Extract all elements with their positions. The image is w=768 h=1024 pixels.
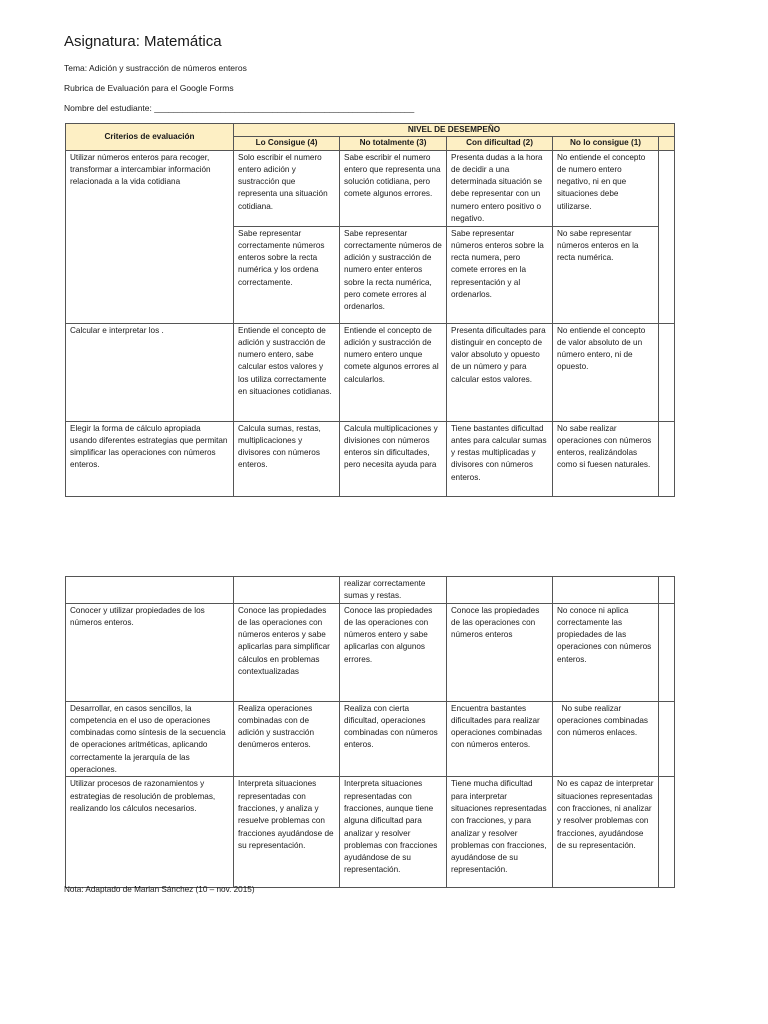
rubric-cell: Entiende el concepto de adición y sustracción de numero entero, sabe calcular estos valores y los utiliza correctamente en situaciones cotidianas.	[234, 323, 340, 421]
rubric-cell: Sabe representar números enteros sobre la recta numera, pero comete errores en la representación y al ordenarlos.	[447, 226, 553, 323]
table-row	[66, 603, 675, 701]
table-row	[66, 421, 675, 496]
rubric-cell: Sabe representar correctamente números de adición y sustracción de numero enter enteros sobre la recta numérica, pero comete errores al ordenarlos.	[340, 226, 447, 323]
level-header-4: Lo Consigue (4)	[234, 137, 340, 150]
rubric-table-part-2	[65, 576, 675, 888]
level-header: NIVEL DE DESEMPEÑO	[234, 124, 675, 137]
rubric-cell: Sabe escribir el numero entero que representa una solución cotidiana, pero comete algunos errores.	[340, 150, 447, 226]
rubric-table-part-1	[65, 123, 675, 497]
rubric-cell: Calcula sumas, restas, multiplicaciones y divisores con números enteros.	[234, 421, 340, 496]
extra-cell	[659, 577, 675, 604]
criterion-cell: Utilizar procesos de razonamientos y estrategias de resolución de problemas, realizando los cálculos necesarios.	[66, 777, 234, 888]
criterion-cell	[66, 577, 234, 604]
criterion-cell: Desarrollar, en casos sencillos, la competencia en el uso de operaciones combinadas como síntesis de la secuencia de operaciones aritméticas, aplicando correctamente la jerarquía de las operaciones.	[66, 701, 234, 777]
rubric-cell: No conoce ni aplica correctamente las propiedades de las operaciones con números enteros.	[553, 603, 659, 701]
page-title: Asignatura: Matemática	[64, 33, 222, 50]
extra-cell	[659, 323, 675, 421]
extra-cell	[659, 701, 675, 777]
extra-cell	[659, 603, 675, 701]
rubric-cell: No sabe realizar operaciones con números enteros, realizándolas como si fuesen naturales.	[553, 421, 659, 496]
level-header-2: Con dificultad (2)	[447, 137, 553, 150]
rubric-cell: Tiene mucha dificultad para interpretar situaciones representadas con fracciones, y para analizar y resolver problemas con fracciones, ayudándose de su representación.	[447, 777, 553, 888]
rubric-line: Rubrica de Evaluación para el Google Forms	[64, 83, 234, 93]
criterion-cell: Utilizar números enteros para recoger, transformar a intercambiar información relacionada a la vida cotidiana	[66, 150, 234, 323]
rubric-cell: realizar correctamente sumas y restas.	[340, 577, 447, 604]
rubric-cell: Realiza con cierta dificultad, operaciones combinadas con números enteros.	[340, 701, 447, 777]
topic-line: Tema: Adición y sustracción de números enteros	[64, 63, 247, 73]
rubric-cell: Conoce las propiedades de las operaciones con números enteros	[447, 603, 553, 701]
rubric-cell: No sube realizar operaciones combinadas con números enlaces.	[553, 701, 659, 777]
extra-cell	[659, 777, 675, 888]
source-note: Nota: Adaptado de Marian Sánchez (10 – nov. 2015)	[64, 885, 255, 894]
rubric-cell: Interpreta situaciones representadas con fracciones, aunque tiene alguna dificultad para analizar y resolver problemas con fracciones ayudándose de su representación.	[340, 777, 447, 888]
rubric-cell: Presenta dudas a la hora de decidir a una determinada situación se debe representar con un numero entero positivo o negativo.	[447, 150, 553, 226]
table-row	[66, 701, 675, 777]
rubric-cell: Calcula multiplicaciones y divisiones con números enteros sin dificultades, pero necesita ayuda para	[340, 421, 447, 496]
rubric-cell: Encuentra bastantes dificultades para realizar operaciones combinadas con números enteros.	[447, 701, 553, 777]
rubric-cell: No entiende el concepto de valor absoluto de un número entero, ni de opuesto.	[553, 323, 659, 421]
extra-cell	[659, 421, 675, 496]
table-row	[66, 323, 675, 421]
rubric-cell: No sabe representar números enteros en la recta numérica.	[553, 226, 659, 323]
table-row	[66, 777, 675, 888]
table-row	[66, 150, 675, 226]
rubric-cell: No es capaz de interpretar situaciones representadas con fracciones, ni analizar y resolver problemas con fracciones, ayudándose de su representación.	[553, 777, 659, 888]
rubric-cell: Conoce las propiedades de las operaciones con números enteros y sabe aplicarlas para simplificar cálculos en problemas contextualizadas	[234, 603, 340, 701]
criterion-cell: Calcular e interpretar los .	[66, 323, 234, 421]
student-name-line: Nombre del estudiante: _______________________________________________________	[64, 103, 415, 113]
table-row	[66, 577, 675, 604]
rubric-cell: Presenta dificultades para distinguir en concepto de valor absoluto y opuesto de un número y para calcular estos valores.	[447, 323, 553, 421]
criterion-cell: Conocer y utilizar propiedades de los números enteros.	[66, 603, 234, 701]
level-header-1: No lo consigue (1)	[553, 137, 659, 150]
rubric-cell: Conoce las propiedades de las operaciones con números entero y sabe aplicarlas con algunos errores.	[340, 603, 447, 701]
extra-cell	[659, 150, 675, 323]
rubric-cell: Sabe representar correctamente números enteros sobre la recta numérica y los ordena correctamente.	[234, 226, 340, 323]
rubric-cell: Entiende el concepto de adición y sustracción de numero entero unque comete algunos errores al calcularlos.	[340, 323, 447, 421]
criterion-cell: Elegir la forma de cálculo apropiada usando diferentes estrategias que permitan simplificar las operaciones con números enteros.	[66, 421, 234, 496]
rubric-cell	[234, 577, 340, 604]
rubric-cell: Realiza operaciones combinadas con de adición y sustracción denúmeros enteros.	[234, 701, 340, 777]
extra-column-header	[659, 137, 675, 150]
criteria-header: Criterios de evaluación	[66, 124, 234, 151]
rubric-cell	[553, 577, 659, 604]
rubric-cell: Interpreta situaciones representadas con fracciones, y analiza y resuelve problemas con fracciones ayudándose de su representación.	[234, 777, 340, 888]
rubric-cell	[447, 577, 553, 604]
rubric-cell: Solo escribir el numero entero adición y sustracción que representa una situación cotidiana.	[234, 150, 340, 226]
rubric-cell: No entiende el concepto de numero entero negativo, ni en que situaciones debe utilizarse.	[553, 150, 659, 226]
level-header-3: No totalmente (3)	[340, 137, 447, 150]
rubric-cell: Tiene bastantes dificultad antes para calcular sumas y restas multiplicadas y divisores con números enteros.	[447, 421, 553, 496]
